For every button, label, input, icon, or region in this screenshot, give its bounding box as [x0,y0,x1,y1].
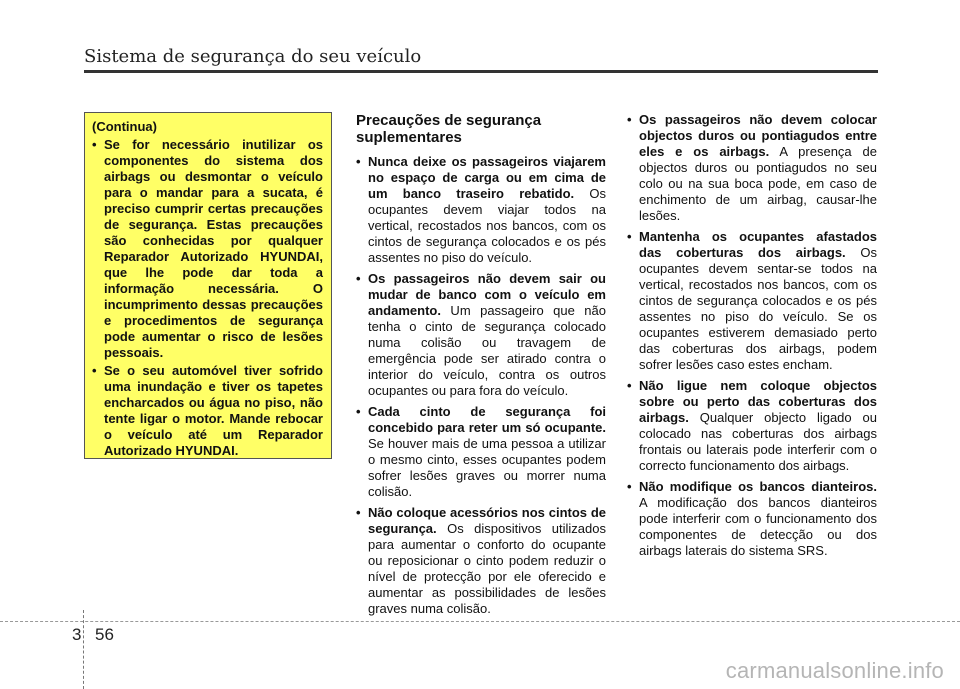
precaution-text: Os ocupantes devem sentar-se todos na vertical, recostados nos bancos, com os cintos de segurança colocados e os pés assentes no piso do veículo. Se os ocupantes estiverem demasiado perto das coberturas dos airbags, podem sofrer lesões caso estes encham. [639,245,877,372]
warning-list [91,137,323,459]
section-number: 3 [72,625,82,644]
precaution-item [356,154,606,266]
precaution-heading: Não modifique os bancos dianteiros. [639,479,877,494]
footer-divider [0,621,960,622]
precaution-heading: Cada cinto de segurança foi concebido para reter um só ocupante. [368,404,606,435]
warning-item [91,137,323,361]
warning-continued-label: (Continua) [92,119,157,134]
bullet-icon: • [356,154,361,169]
warning-item-text: Se o seu automóvel tiver sofrido uma inundação e tiver os tapetes encharcados ou água no piso, não tente ligar o motor. Mande rebocar o veículo até um Reparador Autorizado HYUNDAI. [104,363,323,458]
precaution-item [356,505,606,617]
precaution-list [356,154,606,617]
column-right [627,112,877,564]
footer-vertical-divider [83,610,84,689]
precaution-item [627,112,877,224]
precaution-text: Qualquer objecto ligado ou colocado nas coberturas dos airbags frontais ou laterais pode interferir com o correcto funcionamento dos airbags. [639,410,877,473]
bullet-icon: • [627,229,632,244]
page-header-title: Sistema de segurança do seu veículo [84,46,422,67]
watermark: carmanualsonline.info [725,658,944,683]
bullet-icon: • [356,505,361,520]
precaution-heading: Os passageiros não devem sair ou mudar de banco com o veículo em andamento. [368,271,606,318]
precaution-item [627,229,877,373]
precaution-item [627,479,877,559]
header-rule [84,70,878,73]
precaution-heading: Mantenha os ocupantes afastados das coberturas dos airbags. [639,229,877,260]
precaution-text: Os dispositivos utilizados para aumentar o conforto do ocupante ou reposicionar o cinto podem reduzir o nível de protecção por ele oferecido e aumentar as possibilidades de lesões graves numa colisão. [368,521,606,616]
bullet-icon: • [356,404,361,419]
warning-box [84,112,332,459]
precaution-text: Se houver mais de uma pessoa a utilizar o mesmo cinto, esses ocupantes podem sofrer lesões graves ou morrer numa colisão. [368,436,606,499]
bullet-icon: • [627,378,632,393]
bullet-icon: • [92,363,97,378]
precaution-text: A presença de objectos duros ou pontiagudos no seu colo ou na sua boca pode, em caso de enchimento de um airbag, causar-lhe lesões. [639,144,877,223]
precaution-item [627,378,877,474]
precaution-item [356,404,606,500]
precaution-text: A modificação dos bancos dianteiros pode interferir com o funcionamento dos componentes de detecção ou dos airbags laterais do sistema SRS. [639,495,877,558]
warning-item [91,363,323,459]
precaution-heading: Não coloque acessórios nos cintos de segurança. [368,505,606,536]
warning-item-text: Se for necessário inutilizar os componentes do sistema dos airbags ou desmontar o veículo para o mandar para a sucata, é preciso cumprir certas precauções de segurança. Estas precauções são conhecidas por qualquer Reparador Autorizado HYUNDAI, que lhe pode dar toda a informação necessária. O incumprimento dessas precauções e procedimentos de segurança pode aumentar o risco de lesões pessoais. [104,137,323,360]
bullet-icon: • [627,479,632,494]
bullet-icon: • [627,112,632,127]
precaution-item [356,271,606,399]
section-title: Precauções de segurança suplementares [356,112,542,146]
column-middle [356,112,606,622]
precaution-list [627,112,877,559]
precaution-text: Os ocupantes devem viajar todos na vertical, recostados nos bancos, com os cintos de segurança colocados e os pés assentes no piso do veículo. [368,186,606,265]
bullet-icon: • [92,137,97,152]
precaution-heading: Nunca deixe os passageiros viajarem no espaço de carga ou em cima de um banco traseiro rebatido. [368,154,606,201]
precaution-heading: Os passageiros não devem colocar objectos duros ou pontiagudos entre eles e os airbags. [639,112,877,159]
precaution-text: Um passageiro que não tenha o cinto de segurança colocado numa colisão ou travagem de emergência pode ser atirado contra o interior do veículo, contra os outros ocupantes ou para fora do veículo. [368,303,606,398]
page-number: 56 [95,625,114,644]
precaution-heading: Não ligue nem coloque objectos sobre ou perto das coberturas dos airbags. [639,378,877,425]
bullet-icon: • [356,271,361,286]
